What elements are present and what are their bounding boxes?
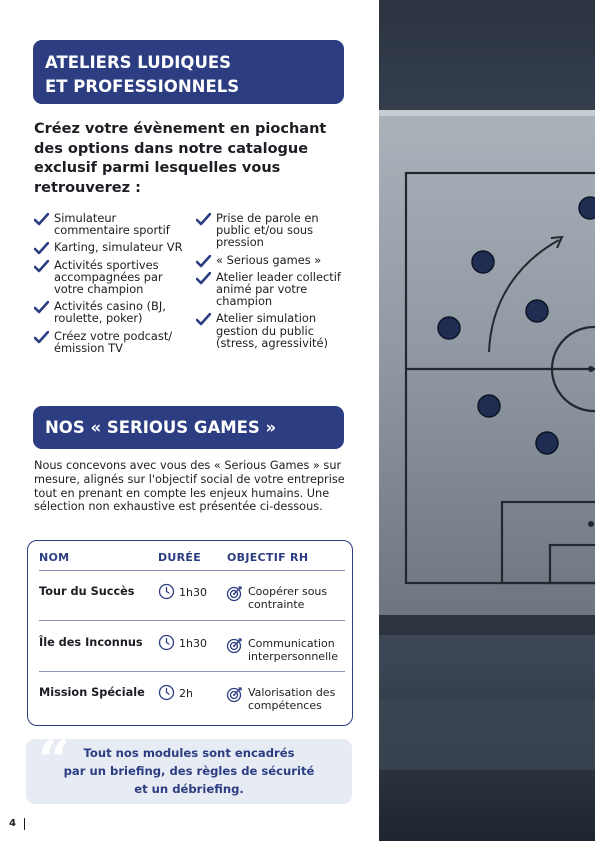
section-banner-ateliers [33, 40, 344, 104]
quote-box [26, 728, 352, 804]
section-title-line1: ATELIERS LUDIQUES [45, 53, 232, 72]
checkmark-icon [34, 213, 49, 226]
table-header-nom: NOM [39, 551, 70, 564]
objective-value: Coopérer sous contrainte [248, 585, 328, 611]
section-title-line2: ET PROFESSIONNELS [45, 77, 240, 96]
clock-icon [158, 684, 175, 701]
table-header-objectif: OBJECTIF RH [227, 551, 309, 564]
checkmark-icon [196, 255, 211, 268]
row-name: Tour du Succès [39, 585, 135, 598]
row-name: Île des Inconnus [39, 636, 143, 649]
clock-icon [158, 583, 175, 600]
quote-line: par un briefing, des règles de sécurité [63, 764, 315, 778]
checklist-item-label: Prise de parole en public et/ou sous pression [216, 211, 319, 250]
quote-line: Tout nos modules sont encadrés [83, 746, 295, 760]
checklist-item-label: Simulateur commentaire sportif [54, 211, 170, 238]
table-divider [39, 671, 345, 672]
checklist-item [196, 271, 346, 308]
section-banner-serious-games [33, 406, 344, 449]
checklist-item [34, 212, 194, 236]
checklist-item [34, 300, 194, 324]
checklist-item [34, 259, 194, 296]
checklist-item-label: Activités sportives accompagnées par votre champion [54, 257, 163, 297]
objective-value: Valorisation des compétences [248, 686, 336, 712]
checklist-left [34, 212, 194, 359]
target-icon [226, 637, 243, 654]
checkmark-icon [196, 313, 211, 326]
quote-text [26, 744, 352, 798]
serious-games-description: Nous concevons avec vous des « Serious Games » sur mesure, alignés sur l'objectif social de votre entreprise tout en prenant en compte les enjeux humains. Une sélection non exhaustive est présentée ci-dessous. [34, 459, 345, 514]
checklist-item [196, 212, 346, 249]
section-title: NOS « SERIOUS GAMES » [45, 418, 277, 437]
checklist-item-label: Karting, simulateur VR [54, 240, 183, 255]
tactics-board-photo [379, 0, 595, 841]
quote-mark-icon: “ [38, 728, 71, 794]
objective-value: Communication interpersonnelle [248, 637, 338, 663]
clock-icon [158, 634, 175, 651]
target-icon [226, 686, 243, 703]
table-divider [39, 570, 345, 571]
checkmark-icon [34, 260, 49, 273]
checkmark-icon [34, 331, 49, 344]
checklist-item-label: « Serious games » [216, 252, 322, 267]
checklist-item-label: Atelier simulation gestion du public (stress, agressivité) [216, 311, 328, 350]
checklist-item-label: Activités casino (BJ, roulette, poker) [54, 299, 166, 326]
checklist-right [196, 212, 346, 354]
checkmark-icon [34, 301, 49, 314]
checklist-item [34, 330, 194, 354]
serious-games-table [27, 540, 353, 726]
row-name: Mission Spéciale [39, 686, 145, 699]
duration-value: 2h [179, 687, 193, 700]
intro-text: Créez votre évènement en piochant des options dans notre catalogue exclusif parmi lesquelles vous retrouverez : [34, 121, 327, 196]
checkmark-icon [196, 272, 211, 285]
page-number: 4 [9, 818, 16, 829]
table-header-duree: DURÉE [158, 551, 202, 564]
page-number-divider [24, 818, 25, 830]
checklist-item [196, 312, 346, 349]
checklist-item-label: Atelier leader collectif animé par votre champion [216, 269, 341, 309]
quote-line: et un débriefing. [134, 782, 244, 796]
checklist-item-label: Créez votre podcast/émission TV [54, 328, 173, 355]
checkmark-icon [196, 213, 211, 226]
duration-value: 1h30 [179, 586, 207, 599]
table-divider [39, 620, 345, 621]
target-icon [226, 585, 243, 602]
checklist-item [34, 241, 194, 253]
checkmark-icon [34, 242, 49, 255]
checklist-item [196, 254, 346, 266]
duration-value: 1h30 [179, 637, 207, 650]
